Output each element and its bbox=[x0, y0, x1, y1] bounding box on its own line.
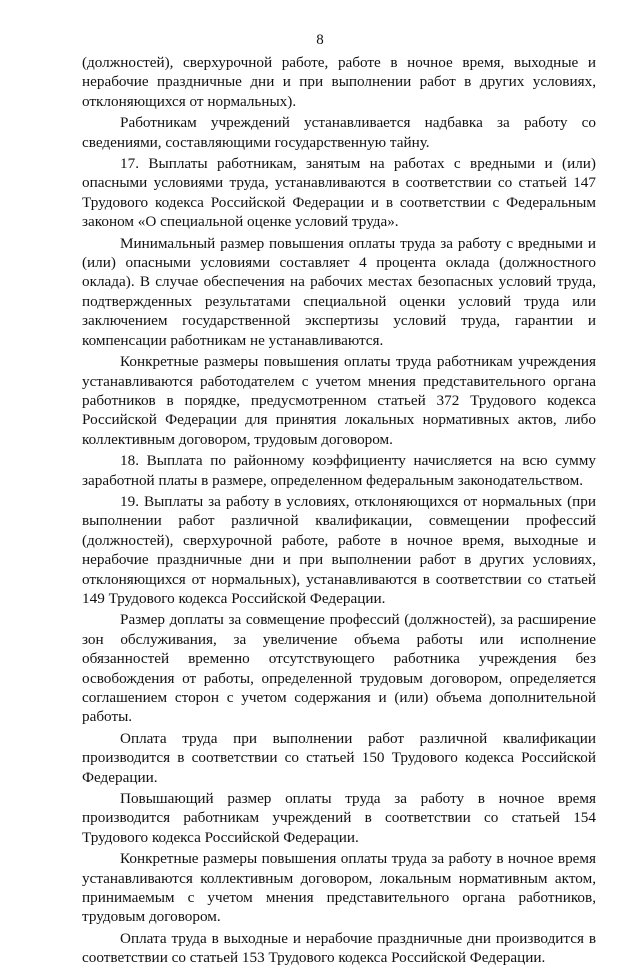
page-number: 8 bbox=[316, 32, 324, 48]
paragraph-state-secret-allowance: Работникам учреждений устанавливается надбавка за работу со сведениями, составляющими государственную тайну. bbox=[82, 114, 596, 151]
paragraph-minimum-increase: Минимальный размер повышения оплаты труда за работу с вредными и (или) опасными условиями составляет 4 процента оклада (должностного оклада). В случае обеспечения на рабочих местах безопасных условий труда, подтвержденных результатами специальной оценки условий труда или заключением государственной экспертизы условий труда, гарантии и компенсации работникам не устанавливаются. bbox=[82, 234, 596, 349]
document-body bbox=[82, 53, 596, 970]
paragraph-combination-surcharge: Размер доплаты за совмещение профессий (должностей), за расширение зон обслуживания, за увеличение объема работы или исполнение обязанностей временно отсутствующего работника учреждения без освобождения от работы, определенной трудовым договором, определяется соглашением сторон с учетом содержания и (или) объема дополнительной работы. bbox=[82, 611, 596, 726]
paragraph-specific-amounts: Конкретные размеры повышения оплаты труда работникам учреждения устанавливаются работодателем с учетом мнения представительного органа работников в порядке, предусмотренном статьей 372 Трудового кодекса Российской Федерации для принятия локальных нормативных актов, либо коллективным договором, трудовым договором. bbox=[82, 353, 596, 448]
paragraph-night-work-increase: Повышающий размер оплаты труда за работу в ночное время производится работникам учреждений в соответствии со статьей 154 Трудового кодекса Российской Федерации. bbox=[82, 790, 596, 846]
paragraph-holiday-pay: Оплата труда в выходные и нерабочие праздничные дни производится в соответствии со статьей 153 Трудового кодекса Российской Федерации. bbox=[82, 929, 596, 967]
paragraph-item-19: 19. Выплаты за работу в условиях, отклоняющихся от нормальных (при выполнении работ различной квалификации, совмещении профессий (должностей), сверхурочной работе, работе в ночное время, выходные и нерабочие праздничные дни и при выполнении работ в других условиях, отклоняющихся от нормальных), устанавливаются в соответствии со статьей 149 Трудового кодекса Российской Федерации. bbox=[82, 492, 596, 607]
paragraph-qualification-work: Оплата труда при выполнении работ различной квалификации производится в соответствии со статьей 150 Трудового кодекса Российской Федерации. bbox=[82, 729, 596, 786]
paragraph-item-18: 18. Выплата по районному коэффициенту начисляется на всю сумму заработной платы в размере, определенном федеральным законодательством. bbox=[82, 452, 596, 489]
paragraph-night-work-amounts: Конкретные размеры повышения оплаты труда за работу в ночное время устанавливаются коллективным договором, локальным нормативным актом, принимаемым с учетом мнения представительного органа работников, трудовым договором. bbox=[82, 850, 596, 926]
paragraph-item-17: 17. Выплаты работникам, занятым на работах с вредными и (или) опасными условиями труда, устанавливаются в соответствии со статьей 147 Трудового кодекса Российской Федерации и в соответствии с Федеральным законом «О специальной оценке условий труда». bbox=[82, 155, 596, 231]
paragraph-continuation: (должностей), сверхурочной работе, работе в ночное время, выходные и нерабочие праздничные дни и при выполнении работ в других условиях, отклоняющихся от нормальных). bbox=[82, 54, 596, 110]
